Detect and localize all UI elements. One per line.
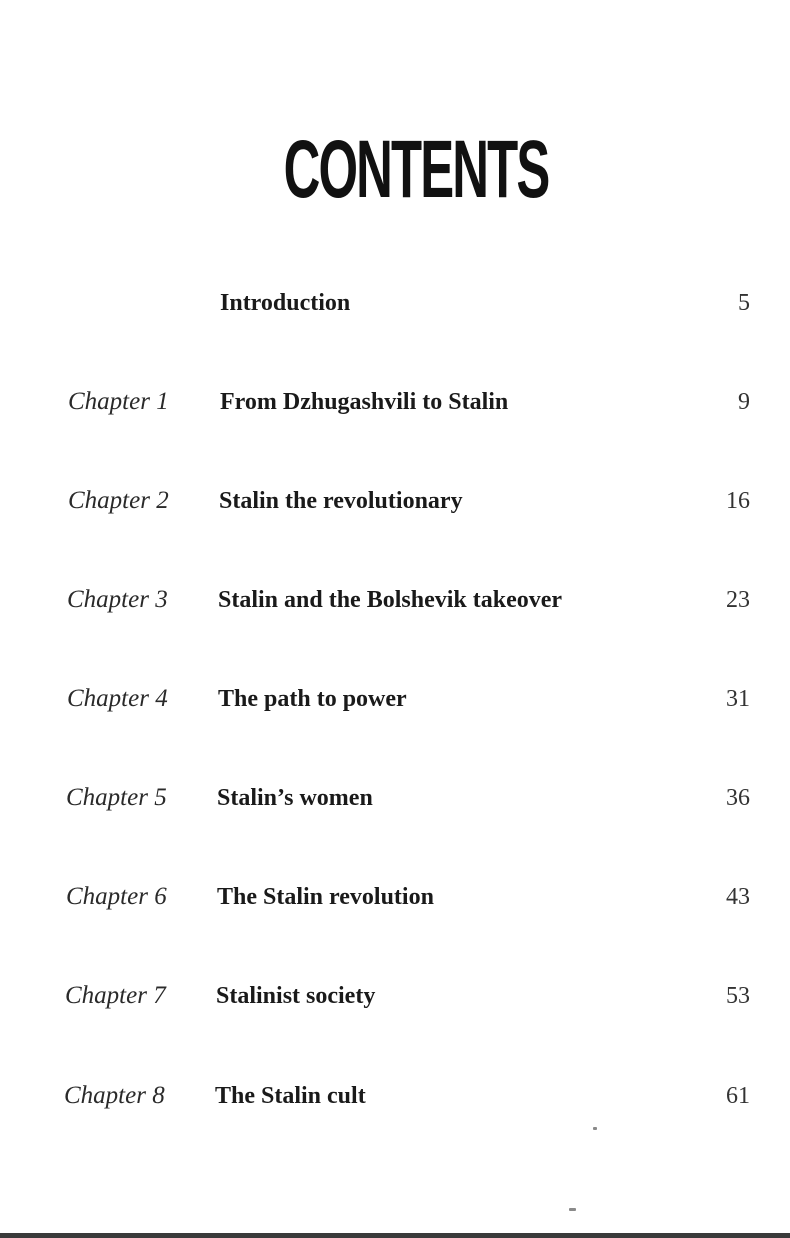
- page-number: 36: [726, 785, 750, 811]
- toc-row-introduction: [0, 283, 790, 323]
- entry-title: Stalin the revolutionary: [219, 488, 463, 514]
- entry-title: Stalin’s women: [217, 785, 373, 811]
- entry-title: From Dzhugashvili to Stalin: [220, 389, 509, 415]
- page-number: 9: [738, 389, 750, 415]
- paper-speck: [593, 1127, 597, 1130]
- chapter-label: Chapter 7: [65, 982, 166, 1009]
- page-number: 5: [738, 290, 750, 316]
- paper-speck: [569, 1208, 576, 1211]
- chapter-label: Chapter 2: [68, 487, 169, 514]
- chapter-label: Chapter 1: [68, 388, 169, 415]
- toc-row-chapter-5: [0, 778, 790, 818]
- entry-title: Stalinist society: [216, 983, 376, 1009]
- page-number: 16: [726, 488, 750, 514]
- page-number: 53: [726, 983, 750, 1009]
- chapter-label: Chapter 5: [66, 784, 167, 811]
- chapter-label: Chapter 6: [66, 883, 167, 910]
- toc-row-chapter-7: [0, 976, 790, 1016]
- page-number: 61: [726, 1083, 750, 1109]
- toc-row-chapter-6: [0, 877, 790, 917]
- toc-row-chapter-1: [0, 382, 790, 422]
- toc-row-chapter-3: [0, 580, 790, 620]
- chapter-label: Chapter 8: [64, 1082, 165, 1109]
- page-number: 31: [726, 686, 750, 712]
- entry-title: The path to power: [218, 686, 407, 712]
- page-bottom-edge: [0, 1233, 790, 1238]
- page-number: 23: [726, 587, 750, 613]
- entry-title: Stalin and the Bolshevik takeover: [218, 587, 563, 613]
- entry-title: The Stalin cult: [215, 1083, 366, 1109]
- entry-title: Introduction: [220, 290, 351, 316]
- entry-title: The Stalin revolution: [217, 884, 434, 910]
- toc-row-chapter-4: [0, 679, 790, 719]
- page-title: CONTENTS: [283, 123, 549, 215]
- toc-row-chapter-2: [0, 481, 790, 521]
- page-number: 43: [726, 884, 750, 910]
- chapter-label: Chapter 3: [67, 586, 168, 613]
- toc-row-chapter-8: [0, 1076, 790, 1116]
- chapter-label: Chapter 4: [67, 685, 168, 712]
